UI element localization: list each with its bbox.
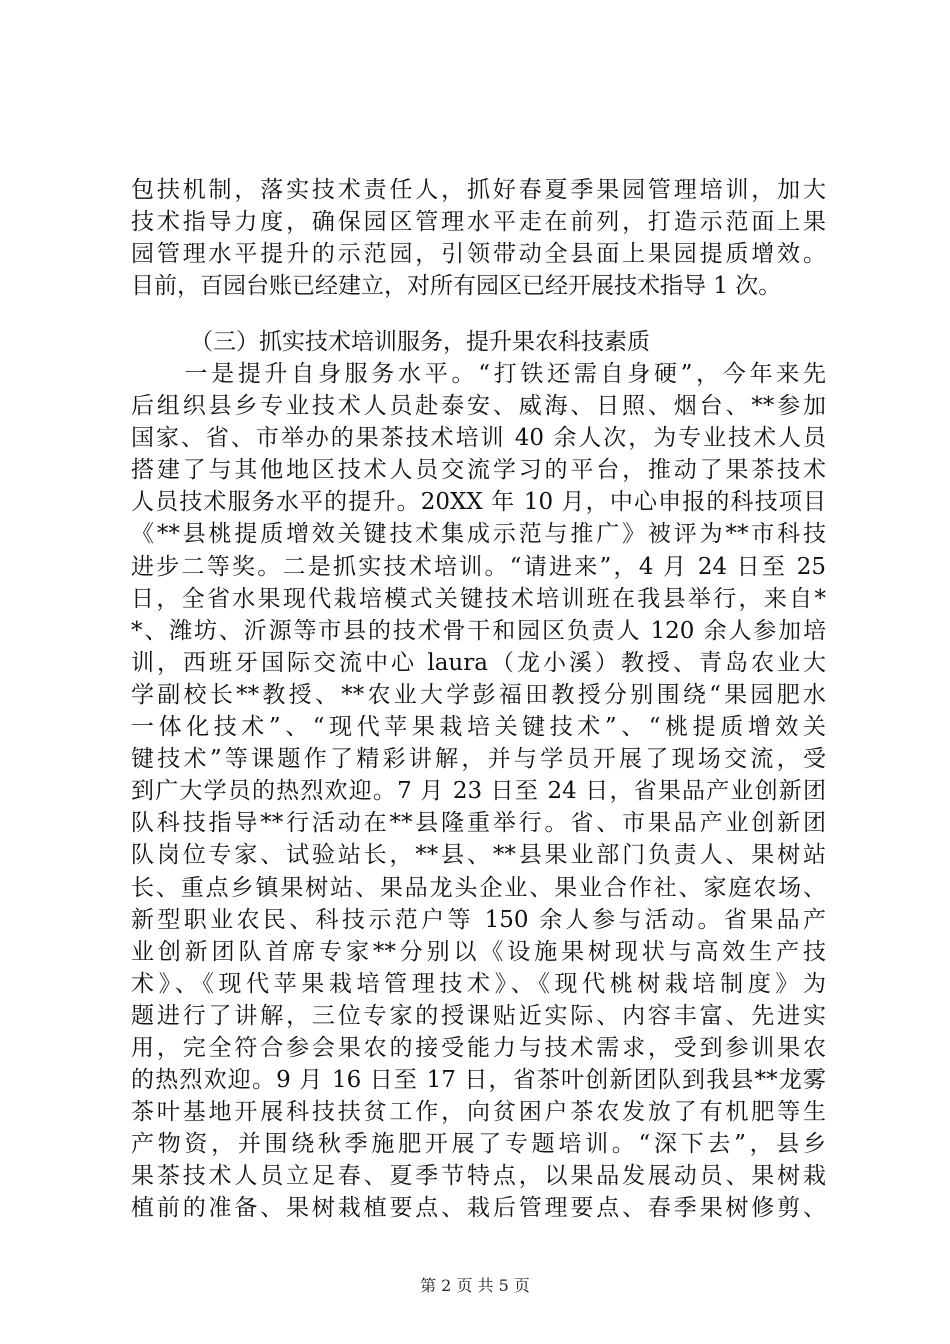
- text-line: 长、重点乡镇果树站、果品龙头企业、果业合作社、家庭农场、: [131, 874, 826, 901]
- text-line: 用，完全符合参会果农的接受能力与技术需求，受到参训果农: [131, 1034, 826, 1061]
- text-line: 目前，百园台账已经建立，对所有园区已经开展技术指导 1 次。: [131, 273, 782, 300]
- text-line: 《**县桃提质增效关键技术集成示范与推广》被评为**市科技: [131, 521, 826, 548]
- text-line: 的热烈欢迎。9 月 16 日至 17 日，省茶叶创新团队到我县**龙雾: [131, 1067, 826, 1094]
- page-footer: 第 2 页 共 5 页: [420, 1276, 530, 1295]
- text-line: 术》、《现代苹果栽培管理技术》、《现代桃树栽培制度》为: [131, 970, 826, 997]
- text-line: *、潍坊、沂源等市县的技术骨干和园区负责人 120 余人参加培: [131, 617, 826, 644]
- text-line: 产物资，并围绕秋季施肥开展了专题培训。“深下去”，县乡: [131, 1131, 826, 1158]
- text-line: 进步二等奖。二是抓实技术培训。“请进来”，4 月 24 日至 25: [131, 553, 826, 580]
- section-heading-text: （三）抓实技术培训服务，提升果农科技素质: [190, 329, 650, 355]
- text-line: 一体化技术”、“现代苹果栽培关键技术”、“桃提质增效关: [131, 714, 826, 741]
- text-line: 到广大学员的热烈欢迎。7 月 23 日至 24 日，省果品产业创新团: [131, 778, 826, 805]
- text-line: 训，西班牙国际交流中心 laura（龙小溪）教授、青岛农业大: [131, 649, 826, 676]
- text-line: 日，全省水果现代栽培模式关键技术培训班在我县举行，来自*: [131, 585, 826, 612]
- text-line: 园管理水平提升的示范园，引领带动全县面上果园提质增效。: [131, 241, 826, 268]
- text-line: 队科技指导**行活动在**县隆重举行。省、市果品产业创新团: [131, 810, 826, 837]
- paragraph-2: [131, 358, 826, 1225]
- text-line: 技术指导力度，确保园区管理水平走在前列，打造示范面上果: [131, 209, 826, 236]
- text-line: 队岗位专家、试验站长，**县、**县果业部门负责人、果树站: [131, 842, 826, 869]
- paragraph-1: [131, 174, 826, 302]
- text-line: 植前的准备、果树栽植要点、栽后管理要点、春季果树修剪、: [131, 1195, 826, 1222]
- text-line: 业创新团队首席专家**分别以《设施果树现状与高效生产技: [131, 938, 826, 965]
- text-line: 人员技术服务水平的提升。20XX 年 10 月，中心申报的科技项目: [131, 489, 826, 516]
- text-line: 学副校长**教授、**农业大学彭福田教授分别围绕“果园肥水: [131, 681, 826, 708]
- text-line: 包扶机制，落实技术责任人，抓好春夏季果园管理培训，加大: [131, 177, 826, 203]
- text-line: 茶叶基地开展科技扶贫工作，向贫困户茶农发放了有机肥等生: [131, 1099, 826, 1126]
- text-line: 键技术”等课题作了精彩讲解，并与学员开展了现场交流，受: [131, 746, 826, 773]
- text-line: 一是提升自身服务水平。“打铁还需自身硬”，今年来先: [131, 361, 826, 387]
- text-line: 国家、省、市举办的果茶技术培训 40 余人次，为专业技术人员: [131, 425, 826, 452]
- text-line: 果茶技术人员立足春、夏季节特点，以果品发展动员、果树栽: [131, 1163, 826, 1190]
- text-line: 搭建了与其他地区技术人员交流学习的平台，推动了果茶技术: [131, 457, 826, 484]
- text-line: 题进行了讲解，三位专家的授课贴近实际、内容丰富、先进实: [131, 1002, 826, 1029]
- text-line: 新型职业农民、科技示范户等 150 余人参与活动。省果品产: [131, 906, 826, 933]
- text-line: 后组织县乡专业技术人员赴泰安、威海、日照、烟台、**参加: [131, 393, 826, 420]
- section-heading: [190, 326, 790, 358]
